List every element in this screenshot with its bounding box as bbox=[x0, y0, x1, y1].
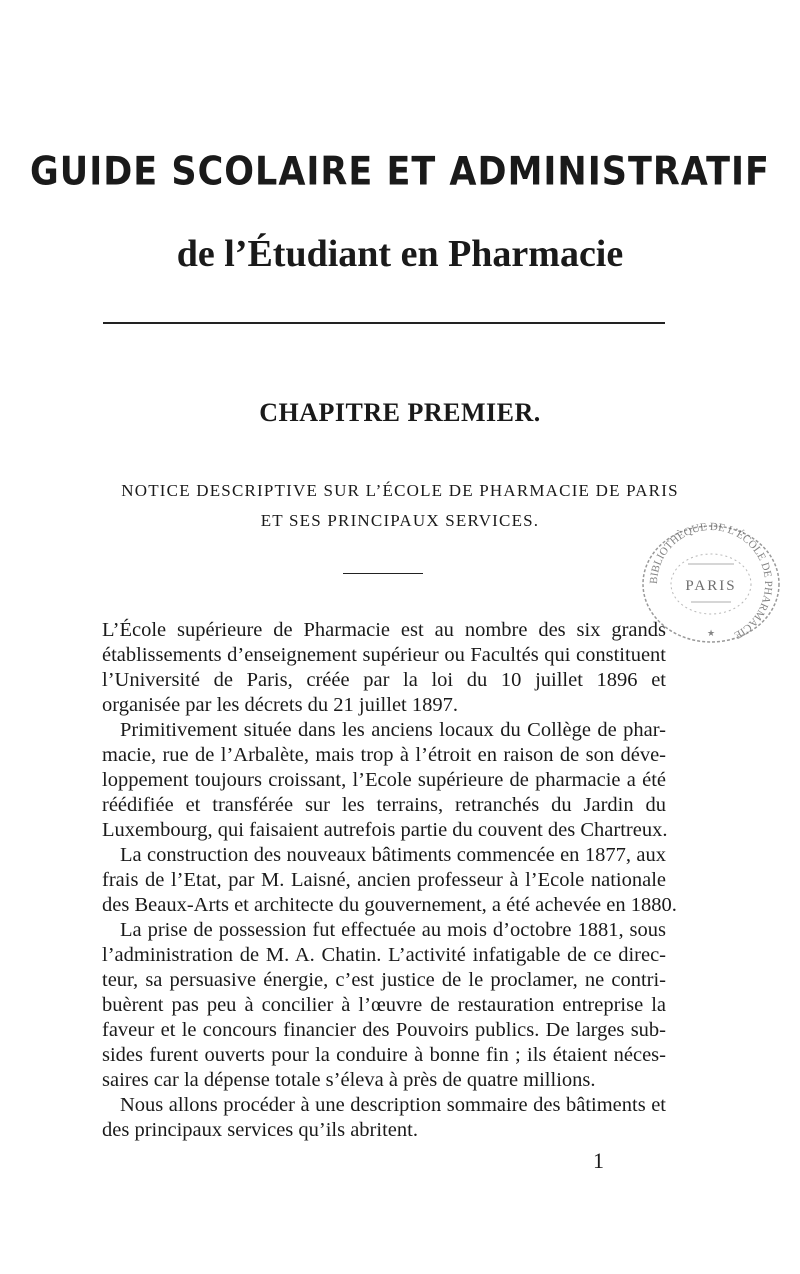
body-line: l’Université de Paris, créée par la loi du 10 juillet 1896 et bbox=[102, 669, 666, 691]
body-line: teur, sa persuasive énergie, c’est justice de le proclamer, ne contri- bbox=[102, 969, 666, 991]
body-line: organisée par les décrets du 21 juillet 1897. bbox=[102, 694, 458, 716]
body-line: macie, rue de l’Arbalète, mais trop à l’étroit en raison de son déve- bbox=[102, 744, 666, 766]
stamp-star-icon: ★ bbox=[706, 629, 716, 639]
body-line: loppement toujours croissant, l’Ecole supérieure de pharmacie a été bbox=[102, 769, 666, 791]
title-divider bbox=[103, 322, 665, 324]
chapter-heading: CHAPITRE PREMIER. bbox=[259, 398, 541, 427]
body-line: établissements d’enseignement supérieur ou Facultés qui constituent bbox=[102, 644, 666, 666]
body-line: faveur et le concours financier des Pouvoirs publics. De larges sub- bbox=[102, 1019, 666, 1041]
body-line: La construction des nouveaux bâtiments commencée en 1877, aux bbox=[120, 844, 666, 866]
body-line: des principaux services qu’ils abritent. bbox=[102, 1119, 418, 1141]
body-line: buèrent pas peu à concilier à l’œuvre de restauration entreprise la bbox=[102, 994, 666, 1016]
body-line: frais de l’Etat, par M. Laisné, ancien professeur à l’Ecole nationale bbox=[102, 869, 666, 891]
body-line: Nous allons procéder à une description sommaire des bâtiments et bbox=[120, 1094, 666, 1116]
body-line: Primitivement située dans les anciens locaux du Collège de phar- bbox=[120, 719, 666, 741]
body-line: La prise de possession fut effectuée au mois d’octobre 1881, sous bbox=[120, 919, 666, 941]
body-line: des Beaux-Arts et architecte du gouvernement, a été achevée en 1880. bbox=[102, 894, 677, 916]
body-line: réédifiée et transférée sur les terrains, retranchés du Jardin du bbox=[102, 794, 666, 816]
body-line: saires car la dépense totale s’éleva à près de quatre millions. bbox=[102, 1069, 596, 1091]
section-divider bbox=[343, 573, 423, 574]
body-text bbox=[102, 618, 677, 1143]
chapter-notice-line-2: ET SES PRINCIPAUX SERVICES. bbox=[260, 511, 540, 530]
stamp-center-text: PARIS bbox=[685, 578, 737, 594]
chapter-notice-line-1: NOTICE DESCRIPTIVE SUR L’ÉCOLE DE PHARMACIE DE PARIS bbox=[121, 481, 679, 500]
body-line: sides furent ouverts pour la conduire à bonne fin ; ils étaient néces- bbox=[102, 1044, 666, 1066]
body-line: l’administration de M. A. Chatin. L’activité infatigable de ce direc- bbox=[102, 944, 666, 966]
book-subtitle: de l’Étudiant en Pharmacie bbox=[176, 233, 624, 275]
body-line: L’École supérieure de Pharmacie est au nombre des six grands bbox=[102, 619, 666, 641]
body-line: Luxembourg, qui faisaient autrefois partie du couvent des Chartreux. bbox=[102, 819, 668, 841]
page-number: 1 bbox=[593, 1148, 604, 1173]
book-title: GUIDE SCOLAIRE ET ADMINISTRATIF bbox=[30, 150, 770, 195]
stamp-ring-text: BIBLIOTHÈQUE DE L’ÉCOLE DE PHARMACIE bbox=[647, 520, 775, 642]
